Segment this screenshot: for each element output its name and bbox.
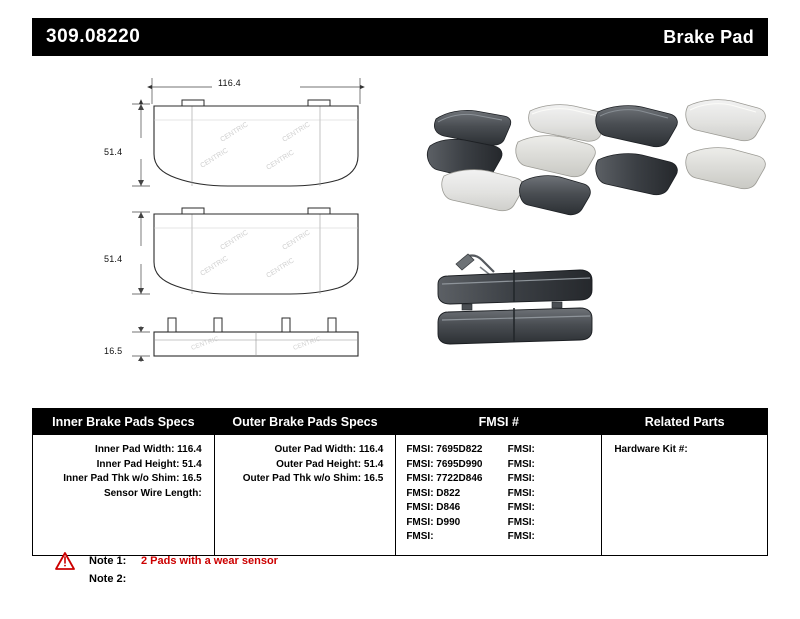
fmsi-value: FMSI: 7695D822 bbox=[406, 444, 483, 455]
outer-pad-width: Outer Pad Width: 116.4 bbox=[274, 444, 384, 455]
note-1-label: Note 1: bbox=[89, 555, 127, 567]
inner-pad-width: Inner Pad Width: 116.4 bbox=[95, 444, 202, 455]
fmsi-value-alt: FMSI: bbox=[507, 502, 535, 513]
dimension-top-pad-width: 116.4 bbox=[218, 78, 241, 88]
svg-text:CENTRIC: CENTRIC bbox=[265, 257, 296, 280]
fmsi-value: FMSI: D990 bbox=[406, 516, 461, 528]
fmsi-value-alt: FMSI: bbox=[507, 458, 535, 470]
svg-text:CENTRIC: CENTRIC bbox=[199, 255, 230, 278]
outer-pad-specs-column bbox=[215, 409, 397, 555]
notes-section bbox=[55, 552, 555, 588]
inner-pad-specs-column bbox=[33, 409, 215, 555]
inner-pad-specs-body bbox=[33, 435, 214, 553]
fmsi-row bbox=[402, 472, 595, 487]
fmsi-value: FMSI: 7722D846 bbox=[406, 473, 483, 484]
sensor-wire-length: Sensor Wire Length: bbox=[103, 487, 202, 499]
fmsi-value: FMSI: bbox=[406, 531, 434, 542]
warning-icon bbox=[55, 552, 75, 570]
related-parts-column bbox=[602, 409, 767, 555]
dimension-top-pad-height: 51.4 bbox=[104, 147, 123, 157]
outer-pad-height: Outer Pad Height: 51.4 bbox=[276, 458, 384, 470]
svg-text:CENTRIC: CENTRIC bbox=[281, 229, 312, 252]
note-1-text: 2 Pads with a wear sensor bbox=[141, 555, 278, 567]
photo-pad-group-right bbox=[596, 100, 766, 195]
fmsi-row bbox=[402, 516, 595, 531]
specifications-table bbox=[32, 408, 768, 556]
inner-pad-height: Inner Pad Height: 51.4 bbox=[96, 458, 202, 470]
fmsi-value: FMSI: D846 bbox=[406, 502, 461, 513]
related-parts-body bbox=[602, 435, 767, 553]
fmsi-value-alt: FMSI: bbox=[507, 444, 535, 455]
svg-text:CENTRIC: CENTRIC bbox=[292, 335, 322, 352]
svg-text:CENTRIC: CENTRIC bbox=[281, 121, 312, 144]
fmsi-column bbox=[396, 409, 602, 555]
photo-pad-edge-views bbox=[438, 254, 592, 344]
fmsi-value: FMSI: 7695D990 bbox=[406, 458, 483, 470]
fmsi-row bbox=[402, 501, 595, 516]
hardware-kit-number: Hardware Kit #: bbox=[614, 444, 688, 455]
fmsi-row bbox=[402, 443, 595, 458]
inner-pad-specs-header: Inner Brake Pads Specs bbox=[33, 409, 214, 435]
svg-text:CENTRIC: CENTRIC bbox=[219, 229, 250, 252]
technical-drawing-area bbox=[32, 64, 768, 394]
dimension-pad-thickness: 16.5 bbox=[104, 346, 123, 356]
fmsi-row bbox=[402, 487, 595, 502]
fmsi-value-alt: FMSI: bbox=[507, 531, 535, 542]
outer-pad-thickness: Outer Pad Thk w/o Shim: 16.5 bbox=[242, 473, 384, 484]
svg-text:CENTRIC: CENTRIC bbox=[219, 121, 250, 144]
drawing-svg bbox=[32, 64, 768, 394]
inner-pad-thickness: Inner Pad Thk w/o Shim: 16.5 bbox=[63, 473, 202, 484]
related-parts-header: Related Parts bbox=[602, 409, 767, 435]
fmsi-value-alt: FMSI: bbox=[507, 473, 535, 484]
note-2-row bbox=[55, 570, 555, 588]
dimension-second-pad-height: 51.4 bbox=[104, 254, 123, 264]
fmsi-header: FMSI # bbox=[396, 409, 601, 435]
fmsi-row bbox=[402, 530, 595, 545]
fmsi-value-alt: FMSI: bbox=[507, 487, 535, 499]
photo-pad-group-left bbox=[427, 105, 606, 215]
svg-text:CENTRIC: CENTRIC bbox=[190, 335, 220, 352]
fmsi-value: FMSI: D822 bbox=[406, 487, 461, 499]
fmsi-body bbox=[396, 435, 601, 555]
outer-pad-specs-body bbox=[215, 435, 396, 553]
header-bar bbox=[32, 18, 768, 56]
outer-pad-specs-header: Outer Brake Pads Specs bbox=[215, 409, 396, 435]
svg-text:CENTRIC: CENTRIC bbox=[199, 147, 230, 170]
note-2-label: Note 2: bbox=[89, 573, 127, 585]
fmsi-value-alt: FMSI: bbox=[507, 516, 535, 528]
note-1-row bbox=[55, 552, 555, 570]
part-number: 309.08220 bbox=[46, 26, 141, 47]
svg-text:CENTRIC: CENTRIC bbox=[265, 149, 296, 172]
product-type: Brake Pad bbox=[663, 26, 754, 47]
fmsi-row bbox=[402, 458, 595, 473]
